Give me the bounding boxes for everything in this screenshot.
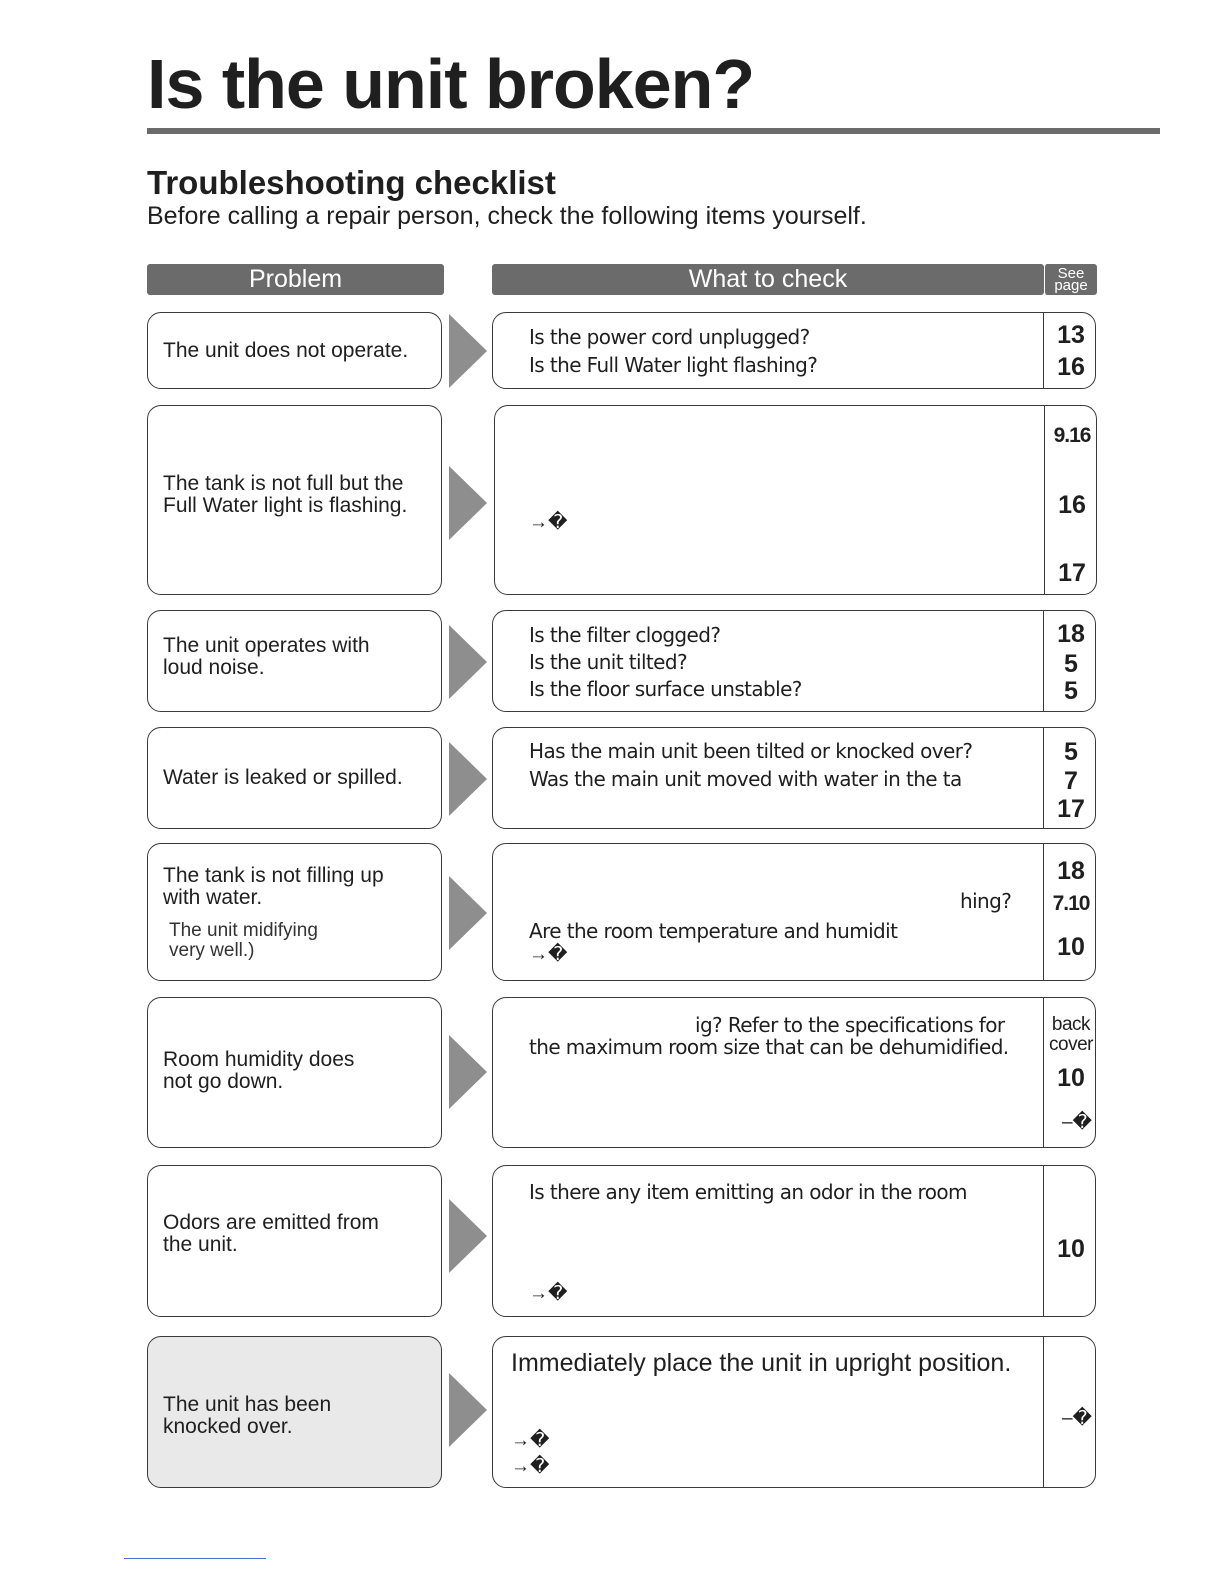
page-number: 10 <box>1057 933 1085 961</box>
arrow-right-icon <box>449 625 487 699</box>
page-number: 16 <box>1057 353 1085 381</box>
column-divider <box>1043 844 1044 980</box>
check-item: Is the unit tilted? <box>529 650 687 674</box>
page-number: 9.16 <box>1053 424 1091 447</box>
check-box <box>492 610 1096 712</box>
page-reference: cover <box>1049 1034 1093 1055</box>
problem-box <box>147 1165 442 1317</box>
page-number: 10 <box>1057 1064 1085 1092</box>
problem-box <box>147 405 442 595</box>
see-page-header-line2: page <box>1054 276 1088 294</box>
problem-text: The tank is not filling up with water. <box>163 864 384 909</box>
arrow-right-icon <box>449 1373 487 1447</box>
arrow-mark: →� <box>529 1283 568 1304</box>
arrow-mark: →� <box>511 1430 550 1451</box>
check-box <box>494 405 1097 595</box>
check-box <box>492 997 1096 1148</box>
arrow-mark: →� <box>511 1456 550 1477</box>
intro-text: Before calling a repair person, check the following items yourself. <box>147 202 867 230</box>
problem-text: The unit does not operate. <box>163 339 409 362</box>
page-number: 5 <box>1064 738 1078 766</box>
page-number: 18 <box>1057 620 1085 648</box>
page-number: 5 <box>1064 677 1078 705</box>
check-item: Is the Full Water light flashing? <box>529 353 818 377</box>
page-number: 18 <box>1057 857 1085 885</box>
check-item: ig? Refer to the specifications for <box>695 1013 1005 1037</box>
arrow-right-icon <box>449 1035 487 1109</box>
problem-header <box>147 264 444 295</box>
column-divider <box>1044 406 1045 594</box>
problem-box <box>147 610 442 712</box>
check-item: hing? <box>960 889 1012 913</box>
what-to-check-header <box>492 264 1044 295</box>
what-to-check-header-label: What to check <box>688 265 848 293</box>
problem-box <box>147 997 442 1148</box>
title-rule <box>147 128 1160 134</box>
page-reference: back <box>1051 1014 1091 1035</box>
problem-text: The unit has been knocked over. <box>163 1393 332 1438</box>
check-item: Is there any item emitting an odor in the room <box>529 1180 967 1204</box>
problem-subtext: The unit midifying very well.) <box>169 920 318 961</box>
page-number: 5 <box>1064 650 1078 678</box>
problem-header-label: Problem <box>248 265 343 293</box>
check-item: Immediately place the unit in upright position. <box>511 1349 1012 1377</box>
check-box <box>492 1165 1096 1317</box>
problem-box <box>147 727 442 829</box>
page-title: Is the unit broken? <box>147 45 755 123</box>
problem-text: The tank is not full but the Full Water light is flashing. <box>163 472 408 517</box>
check-box <box>492 312 1096 389</box>
check-item: Has the main unit been tilted or knocked over? <box>529 739 973 763</box>
check-box <box>492 843 1096 981</box>
page-mark: –� <box>1061 1408 1093 1429</box>
page-number: 7 <box>1064 767 1078 795</box>
problem-text: Room humidity does not go down. <box>163 1048 355 1093</box>
check-item: Is the power cord unplugged? <box>529 325 810 349</box>
check-box <box>492 727 1096 829</box>
column-divider <box>1043 998 1044 1147</box>
page-number: 10 <box>1057 1235 1085 1263</box>
problem-text: Water is leaked or spilled. <box>163 766 403 789</box>
page-number: 17 <box>1057 795 1085 823</box>
check-item: Is the floor surface unstable? <box>529 677 802 701</box>
see-page-header-line1: See <box>1057 264 1085 282</box>
arrow-right-icon <box>449 314 487 388</box>
column-divider <box>1043 611 1044 711</box>
problem-text: The unit operates with loud noise. <box>163 634 370 679</box>
problem-text: Odors are emitted from the unit. <box>163 1211 379 1256</box>
check-box <box>492 1336 1096 1488</box>
column-divider <box>1043 728 1044 828</box>
arrow-mark: →� <box>529 512 568 533</box>
arrow-mark: →� <box>529 944 568 965</box>
check-item: the maximum room size that can be dehumidified. <box>529 1035 1009 1059</box>
column-divider <box>1043 1337 1044 1487</box>
check-item: Was the main unit moved with water in the ta <box>529 767 962 791</box>
section-title: Troubleshooting checklist <box>147 164 556 201</box>
page-number: 16 <box>1058 491 1086 519</box>
arrow-right-icon <box>449 742 487 816</box>
check-item: Are the room temperature and humidit <box>529 919 898 943</box>
problem-box <box>147 312 442 389</box>
page-mark: –� <box>1061 1112 1093 1133</box>
column-divider <box>1043 1166 1044 1316</box>
arrow-right-icon <box>449 876 487 950</box>
column-divider <box>1043 313 1044 388</box>
problem-box <box>147 843 442 981</box>
problem-box <box>147 1336 442 1488</box>
page-number: 7.10 <box>1052 892 1090 915</box>
page-number: 17 <box>1058 559 1086 587</box>
arrow-right-icon <box>449 466 487 540</box>
footer-link-underline <box>124 1558 266 1559</box>
page-number: 13 <box>1057 321 1085 349</box>
see-page-header <box>1044 264 1097 295</box>
arrow-right-icon <box>449 1199 487 1273</box>
check-item: Is the filter clogged? <box>529 623 721 647</box>
